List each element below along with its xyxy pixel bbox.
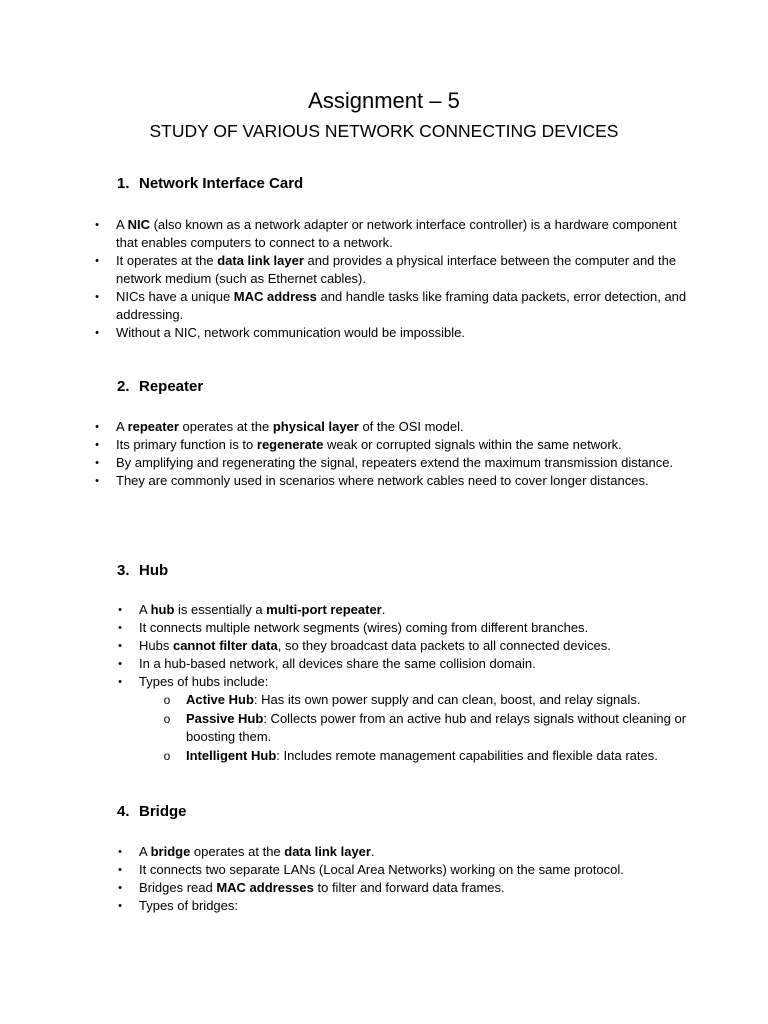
bullet-list-bridge [113, 843, 693, 915]
list-item: • They are commonly used in scenarios where network cables need to cover longer distances. [90, 472, 690, 490]
list-item: • In a hub-based network, all devices share the same collision domain. [113, 655, 693, 673]
bullet-icon: • [118, 640, 122, 652]
section-heading-hub [117, 561, 168, 581]
section-heading-bridge [117, 802, 187, 822]
bullet-list-repeater [90, 418, 690, 490]
list-item: • It connects two separate LANs (Local Area Networks) working on the same protocol. [113, 861, 693, 879]
bullet-icon: • [95, 291, 99, 303]
document-title: Assignment – 5 [308, 88, 460, 113]
section-number: 2. [117, 378, 130, 395]
list-item: • Bridges read MAC addresses to filter and forward data frames. [113, 879, 693, 897]
section-title: Repeater [139, 378, 204, 395]
list-item: • A bridge operates at the data link layer. [113, 843, 693, 861]
list-item: • By amplifying and regenerating the signal, repeaters extend the maximum transmission distance. [90, 454, 690, 472]
bullet-icon: • [118, 622, 122, 634]
bullet-list-nic [90, 216, 690, 342]
bullet-icon: • [95, 219, 99, 231]
list-item: • NICs have a unique MAC address and handle tasks like framing data packets, error detection, and addressing. [90, 288, 690, 324]
section-number: 3. [117, 562, 130, 579]
list-item: • Without a NIC, network communication would be impossible. [90, 324, 690, 342]
section-title: Hub [139, 562, 169, 579]
bullet-icon: • [95, 457, 99, 469]
document-subtitle: STUDY OF VARIOUS NETWORK CONNECTING DEVICES [149, 121, 619, 141]
section-number: 1. [117, 175, 130, 192]
list-item: o Active Hub: Has its own power supply and can clean, boost, and relay signals. [160, 691, 700, 709]
sub-bullet-list-hub-types [160, 691, 700, 766]
list-item: o Passive Hub: Collects power from an active hub and relays signals without cleaning or boosting them. [160, 710, 700, 746]
list-item: • A repeater operates at the physical layer of the OSI model. [90, 418, 690, 436]
bullet-icon: • [95, 421, 99, 433]
list-item: • It operates at the data link layer and provides a physical interface between the computer and the network medium (such as Ethernet cables). [90, 252, 690, 288]
circle-bullet-icon: o [163, 693, 171, 707]
section-heading-nic [117, 174, 303, 194]
list-item: • Hubs cannot filter data, so they broadcast data packets to all connected devices. [113, 637, 693, 655]
bullet-icon: • [95, 255, 99, 267]
bullet-icon: • [118, 882, 122, 894]
list-item: o Intelligent Hub: Includes remote management capabilities and flexible data rates. [160, 747, 700, 765]
bullet-icon: • [118, 604, 122, 616]
list-item: • Types of hubs include: [113, 673, 693, 691]
bullet-icon: • [118, 676, 122, 688]
section-number: 4. [117, 803, 130, 820]
list-item: • A NIC (also known as a network adapter or network interface controller) is a hardware component that enables computers to connect to a network. [90, 216, 690, 252]
bullet-icon: • [118, 864, 122, 876]
list-item: • A hub is essentially a multi-port repeater. [113, 601, 693, 619]
section-heading-repeater [117, 377, 203, 397]
bullet-icon: • [95, 475, 99, 487]
bullet-icon: • [118, 658, 122, 670]
section-title: Bridge [139, 803, 187, 820]
bullet-icon: • [118, 900, 122, 912]
bullet-icon: • [95, 327, 99, 339]
list-item: • Its primary function is to regenerate weak or corrupted signals within the same network. [90, 436, 690, 454]
list-item: • It connects multiple network segments (wires) coming from different branches. [113, 619, 693, 637]
circle-bullet-icon: o [163, 712, 171, 726]
bullet-list-hub [113, 601, 693, 691]
bullet-icon: • [95, 439, 99, 451]
section-title: Network Interface Card [139, 175, 304, 192]
bullet-icon: • [118, 846, 122, 858]
list-item: • Types of bridges: [113, 897, 693, 915]
circle-bullet-icon: o [163, 749, 171, 763]
